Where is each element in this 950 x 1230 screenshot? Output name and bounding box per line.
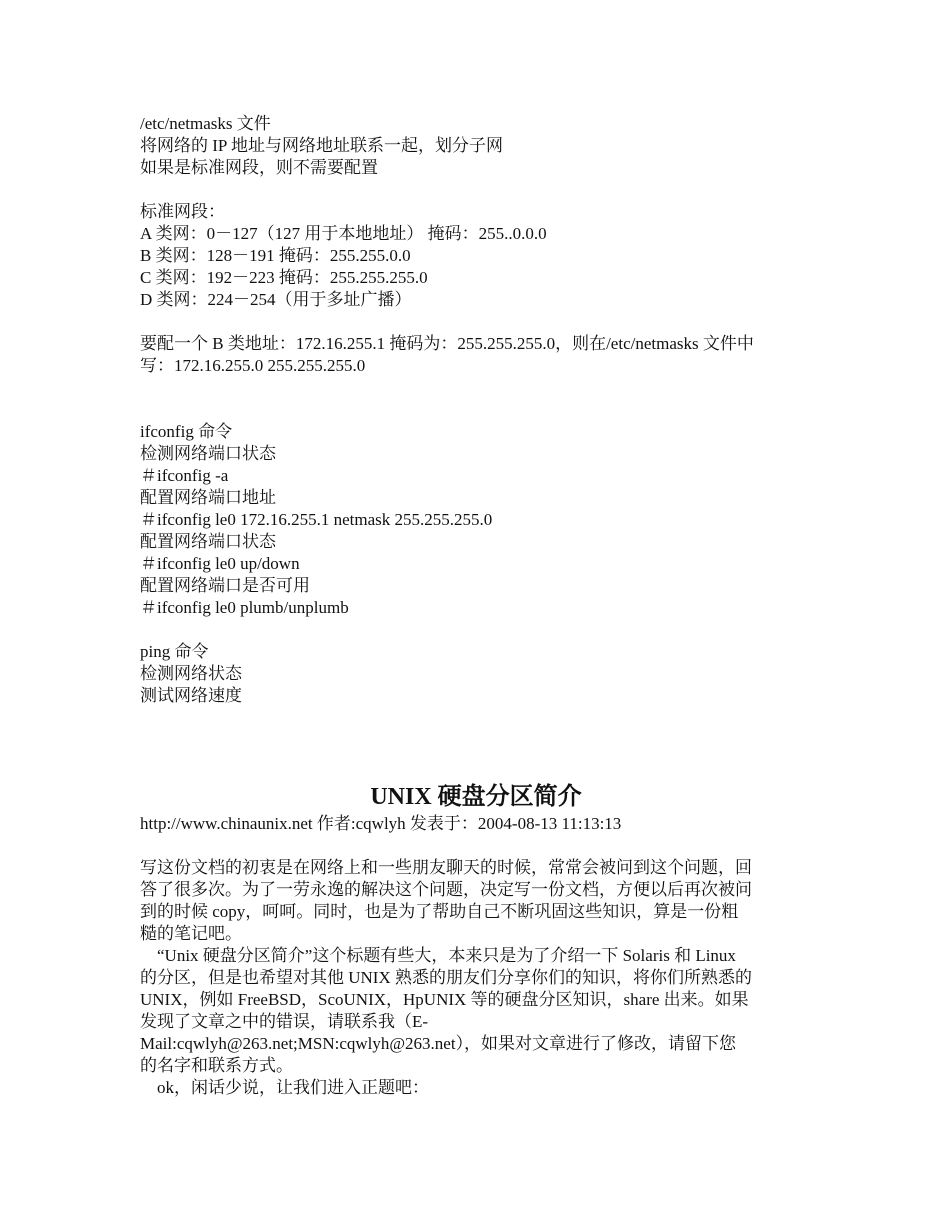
standard-network-section	[140, 201, 812, 311]
text-line: /etc/netmasks 文件	[140, 114, 271, 133]
text-line: 答了很多次。为了一劳永逸的解决这个问题，决定写一份文档，方便以后再次被问	[140, 880, 752, 899]
ifconfig-section	[140, 421, 812, 619]
text-line: 写：172.16.255.0 255.255.255.0	[140, 356, 366, 375]
text-line: “Unix 硬盘分区简介”这个标题有些大，本来只是为了介绍一下 Solaris 和 Linux	[157, 946, 736, 965]
command-line: ＃ifconfig le0 up/down	[140, 554, 300, 573]
text-line: 检测网络端口状态	[140, 444, 276, 463]
article-title: UNIX 硬盘分区简介	[370, 784, 582, 810]
b-class-example-section	[140, 333, 812, 377]
text-line: D 类网：224－254（用于多址广播）	[140, 290, 412, 309]
text-line: ok，闲话少说，让我们进入正题吧：	[157, 1078, 429, 1097]
text-line: 糙的笔记吧。	[140, 924, 242, 943]
text-line: 的名字和联系方式。	[140, 1056, 293, 1075]
text-line: A 类网：0－127（127 用于本地地址） 掩码：255..0.0.0	[140, 224, 547, 243]
text-line: 写这份文档的初衷是在网络上和一些朋友聊天的时候，常常会被问到这个问题，回	[140, 858, 752, 877]
text-line: ping 命令	[140, 642, 209, 661]
text-line: 标准网段：	[140, 202, 225, 221]
command-line: ＃ifconfig le0 plumb/unplumb	[140, 598, 349, 617]
text-line: 检测网络状态	[140, 664, 242, 683]
command-line: ＃ifconfig le0 172.16.255.1 netmask 255.255.255.0	[140, 510, 493, 529]
article-paragraph	[140, 1077, 812, 1099]
text-line: 配置网络端口是否可用	[140, 576, 310, 595]
text-line: Mail:cqwlyh@263.net;MSN:cqwlyh@263.net），如果对文章进行了修改，请留下您	[140, 1034, 737, 1053]
ping-section	[140, 641, 812, 707]
article-meta: http://www.chinaunix.net 作者:cqwlyh 发表于：2004-08-13 11:13:13	[140, 814, 622, 833]
command-line: ＃ifconfig -a	[140, 466, 229, 485]
article-paragraph	[140, 945, 812, 1077]
text-line: 到的时候 copy，呵呵。同时，也是为了帮助自己不断巩固这些知识，算是一份粗	[140, 902, 739, 921]
text-line: 的分区，但是也希望对其他 UNIX 熟悉的朋友们分享你们的知识，将你们所熟悉的	[140, 968, 752, 987]
text-line: 配置网络端口地址	[140, 488, 276, 507]
text-line: B 类网：128－191 掩码：255.255.0.0	[140, 246, 411, 265]
text-line: 要配一个 B 类地址：172.16.255.1 掩码为：255.255.255.0，则在/etc/netmasks 文件中	[140, 334, 754, 353]
article-section	[140, 783, 812, 1099]
text-line: 测试网络速度	[140, 686, 242, 705]
text-line: ifconfig 命令	[140, 422, 233, 441]
text-line: 配置网络端口状态	[140, 532, 276, 551]
text-line: C 类网：192－223 掩码：255.255.255.0	[140, 268, 428, 287]
document-page	[140, 113, 812, 1099]
text-line: UNIX，例如 FreeBSD，ScoUNIX，HpUNIX 等的硬盘分区知识，share 出来。如果	[140, 990, 749, 1009]
text-line: 如果是标准网段，则不需要配置	[140, 158, 378, 177]
text-line: 将网络的 IP 地址与网络地址联系一起，划分子网	[140, 136, 503, 155]
article-paragraph	[140, 857, 812, 945]
netmasks-section	[140, 113, 812, 179]
text-line: 发现了文章之中的错误，请联系我（E-	[140, 1012, 429, 1031]
